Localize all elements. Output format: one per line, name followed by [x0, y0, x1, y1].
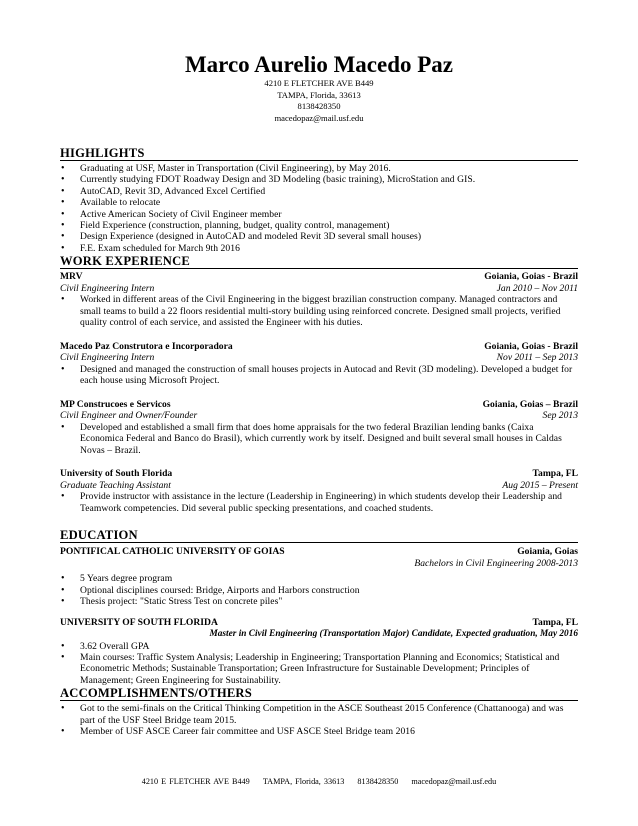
page-footer: [0, 777, 638, 786]
job-entry: [60, 468, 578, 514]
job-bullet: • Designed and managed the construction of small houses projects in Autocad and Revit (3D modeling). Developed a budget for each house using Microsoft Project.: [60, 364, 578, 387]
job-bullet: • Developed and established a small firm that does home appraisals for the two federal Brazilian lending banks (Caixa Economica Federal and Banco do Brasil), which currently work by itself. Designed and built several small houses in Caldas Novas – Brazil.: [60, 422, 578, 456]
work-heading: WORK EXPERIENCE: [60, 254, 578, 269]
job-location: Goiania, Goias – Brazil: [482, 398, 578, 410]
job-bullet: • Worked in different areas of the Civil Engineering in the biggest brazilian construction company. Managed contractors and small teams to build a 22 floors residential multi-story building using reinforced concrete. Designed small projects, verified quality control of each service, and assisted the Engineer with his duties.: [60, 294, 578, 328]
footer-email[interactable]: macedopaz@mail.usf.edu: [411, 777, 497, 786]
job-role: Civil Engineering Intern: [60, 352, 155, 364]
school-location: Tampa, FL: [532, 617, 578, 629]
school-name: UNIVERSITY OF SOUTH FLORIDA: [60, 617, 218, 629]
school-entry: [60, 546, 578, 607]
job-dates: Jan 2010 – Nov 2011: [496, 282, 578, 294]
highlights-list: [60, 163, 578, 254]
accomplishment-item: • Got to the semi-finals on the Critical Thinking Competition in the ASCE Southeast 2015 Conference (Chattanooga) and was part of the USF Steel Bridge team 2015.: [60, 703, 578, 726]
resume-page: [60, 52, 578, 738]
job-company: University of South Florida: [60, 468, 173, 480]
school-location: Goiania, Goias: [517, 546, 578, 558]
job-entry: [60, 341, 578, 387]
highlight-item: • Graduating at USF, Master in Transportation (Civil Engineering), by May 2016.: [60, 163, 578, 174]
job-role: Civil Engineering Intern: [60, 282, 155, 294]
footer-address: 4210 E FLETCHER AVE B449: [141, 777, 250, 786]
highlight-item: • Design Experience (designed in AutoCAD and modeled Revit 3D several small houses): [60, 231, 578, 242]
job-entry: [60, 399, 578, 456]
contact-phone: 8138428350: [297, 101, 341, 111]
accomplishments-heading: ACCOMPLISHMENTS/OTHERS: [60, 686, 578, 701]
school-bullet: • Main courses: Traffic System Analysis; Leadership in Engineering; Transportation Planning and Economics; Statistical and Econometric Methods; Sustainable Transportation; Green Infrastructure for Sustainable Development; Principles of Management; Green Engineering for Sustainability.: [60, 652, 578, 686]
school-degree: Bachelors in Civil Engineering 2008-2013: [414, 557, 578, 569]
school-name: PONTIFICAL CATHOLIC UNIVERSITY OF GOIAS: [60, 546, 285, 558]
school-bullet: • Optional disciplines coursed: Bridge, Airports and Harbors construction: [60, 585, 578, 596]
highlight-item: • Currently studying FDOT Roadway Design and 3D Modeling (basic training), MicroStation and GIS.: [60, 174, 578, 185]
job-bullet: • Provide instructor with assistance in the lecture (Leadership in Engineering) in which students develop their Leadership and Teamwork competencies. Did several public specking presentations, and coached students.: [60, 491, 578, 514]
contact-city: TAMPA, Florida, 33613: [277, 89, 361, 100]
footer-phone: 8138428350: [357, 777, 399, 786]
footer-city: TAMPA, Florida, 33613: [262, 777, 345, 786]
highlight-item: • Available to relocate: [60, 197, 578, 208]
education-heading: EDUCATION: [60, 528, 578, 543]
contact-address: 4210 E FLETCHER AVE B449: [264, 78, 374, 88]
job-location: Tampa, FL: [532, 468, 578, 480]
job-role: Graduate Teaching Assistant: [60, 479, 171, 491]
highlight-item: • Active American Society of Civil Engineer member: [60, 209, 578, 220]
highlights-heading: HIGHLIGHTS: [60, 146, 578, 161]
school-degree: Master in Civil Engineering (Transportation Major) Candidate, Expected graduation, May 2016: [209, 629, 578, 640]
job-company: MRV: [60, 271, 83, 283]
contact-block: [60, 78, 578, 124]
highlight-item: • Field Experience (construction, planning, budget, quality control, management): [60, 220, 578, 231]
school-entry: [60, 617, 578, 686]
job-role: Civil Engineer and Owner/Founder: [60, 410, 198, 422]
job-dates: Nov 2011 – Sep 2013: [496, 352, 578, 364]
highlight-item: • F.E. Exam scheduled for March 9th 2016: [60, 243, 578, 254]
resume-name: Marco Aurelio Macedo Paz: [184, 52, 454, 77]
job-dates: Sep 2013: [542, 410, 578, 422]
job-dates: Aug 2015 – Present: [502, 479, 578, 491]
job-entry: [60, 271, 578, 328]
contact-email[interactable]: macedopaz@mail.usf.edu: [274, 112, 364, 123]
job-location: Goiania, Goias - Brazil: [484, 271, 578, 283]
job-company: Macedo Paz Construtora e Incorporadora: [60, 340, 233, 352]
school-bullet: • 5 Years degree program: [60, 573, 578, 584]
school-bullet: • 3.62 Overall GPA: [60, 641, 578, 652]
school-bullet: • Thesis project: "Static Stress Test on concrete piles": [60, 596, 578, 607]
accomplishment-item: • Member of USF ASCE Career fair committee and USF ASCE Steel Bridge team 2016: [60, 726, 578, 737]
highlight-item: • AutoCAD, Revit 3D, Advanced Excel Certified: [60, 186, 578, 197]
job-company: MP Construcoes e Servicos: [60, 398, 171, 410]
job-location: Goiania, Goias - Brazil: [484, 340, 578, 352]
